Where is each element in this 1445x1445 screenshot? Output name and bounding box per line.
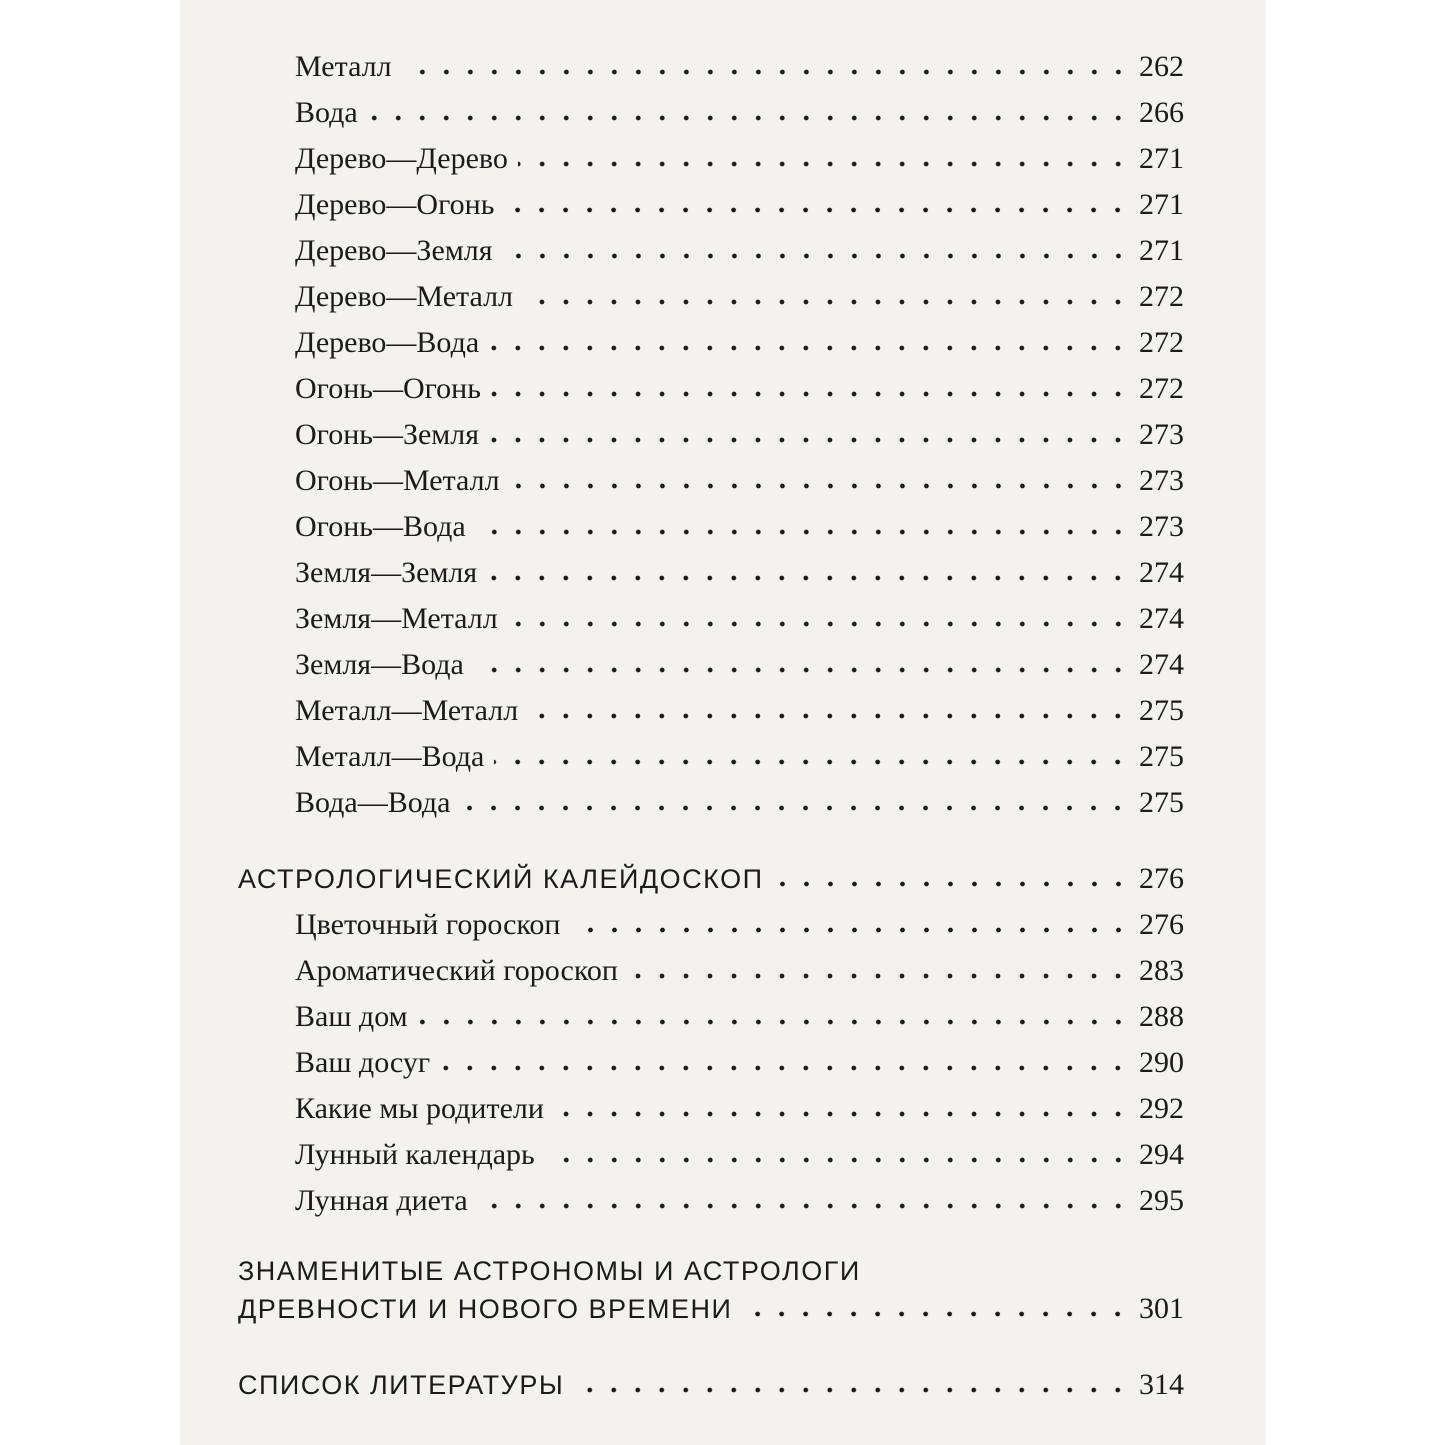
toc-section-label: ДРЕВНОСТИ И НОВОГО ВРЕМЕНИ bbox=[238, 1294, 733, 1324]
dot-leader bbox=[545, 1156, 1130, 1164]
toc-entry[interactable] bbox=[180, 550, 1265, 590]
toc-entry-page: 272 bbox=[1139, 372, 1184, 405]
dot-leader bbox=[523, 298, 1130, 306]
dot-leader bbox=[440, 1064, 1130, 1072]
toc-entry-label: Земля—Земля bbox=[295, 556, 478, 589]
toc-entry-page: 283 bbox=[1139, 954, 1184, 987]
dot-leader bbox=[489, 436, 1130, 444]
toc-entry-page: 266 bbox=[1139, 96, 1184, 129]
toc-entry[interactable] bbox=[180, 412, 1265, 452]
toc-entry[interactable] bbox=[180, 1132, 1265, 1172]
toc-entry[interactable] bbox=[180, 458, 1265, 498]
dot-leader bbox=[774, 880, 1131, 888]
toc-entry-page: 273 bbox=[1139, 510, 1184, 543]
toc-entry-page: 273 bbox=[1139, 464, 1184, 497]
toc-entry-label: Дерево—Огонь bbox=[295, 188, 495, 221]
toc-section-astronomers-line1[interactable]: ЗНАМЕНИТЫЕ АСТРОНОМЫ И АСТРОЛОГИ bbox=[238, 1256, 861, 1286]
dot-leader bbox=[491, 390, 1130, 398]
toc-entry[interactable] bbox=[180, 948, 1265, 988]
toc-entry[interactable] bbox=[180, 596, 1265, 636]
toc-entry-page: 275 bbox=[1139, 740, 1184, 773]
toc-entry-page: 275 bbox=[1139, 694, 1184, 727]
dot-leader bbox=[478, 1202, 1130, 1210]
dot-leader bbox=[368, 114, 1130, 122]
toc-entry[interactable] bbox=[180, 136, 1265, 176]
toc-entry-page: 288 bbox=[1139, 1000, 1184, 1033]
toc-entry[interactable] bbox=[180, 274, 1265, 314]
toc-entry[interactable] bbox=[180, 90, 1265, 130]
toc-entry[interactable] bbox=[180, 1040, 1265, 1080]
toc-entry-label: Ваш досуг bbox=[295, 1046, 431, 1079]
toc-entry[interactable] bbox=[180, 366, 1265, 406]
toc-entry[interactable] bbox=[180, 504, 1265, 544]
toc-entry-label: Вода bbox=[295, 96, 358, 129]
toc-entry-page: 271 bbox=[1139, 234, 1184, 267]
toc-entry-page: 290 bbox=[1139, 1046, 1184, 1079]
toc-entry-page: 273 bbox=[1139, 418, 1184, 451]
toc-entry-page: 294 bbox=[1139, 1138, 1184, 1171]
toc-entry[interactable] bbox=[180, 44, 1265, 84]
toc-entry[interactable] bbox=[180, 1086, 1265, 1126]
toc-entry-page: 275 bbox=[1139, 786, 1184, 819]
toc-entry-label: Лунный календарь bbox=[295, 1138, 535, 1171]
toc-section-label: СПИСОК ЛИТЕРАТУРЫ bbox=[238, 1370, 565, 1400]
toc-entry-page: 276 bbox=[1139, 908, 1184, 941]
toc-entry-label: Цветочный гороскоп bbox=[295, 908, 561, 941]
toc-entry-label: Огонь—Металл bbox=[295, 464, 500, 497]
dot-leader bbox=[487, 574, 1130, 582]
toc-section-literature[interactable] bbox=[180, 1362, 1265, 1402]
toc-entry[interactable] bbox=[180, 1178, 1265, 1218]
toc-entry-label: Вода—Вода bbox=[295, 786, 451, 819]
dot-leader bbox=[474, 666, 1130, 674]
toc-entry[interactable] bbox=[180, 228, 1265, 268]
dot-leader bbox=[742, 1310, 1130, 1318]
toc-entry-label: Дерево—Металл bbox=[295, 280, 514, 313]
toc-entry-page: 274 bbox=[1139, 648, 1184, 681]
toc-section-page: 276 bbox=[1139, 862, 1184, 895]
toc-entry-label: Металл bbox=[295, 50, 392, 83]
toc-entry-label: Лунная диета bbox=[295, 1184, 468, 1217]
dot-leader bbox=[571, 926, 1131, 934]
toc-section-astronomers[interactable] bbox=[180, 1286, 1265, 1326]
toc-entry-label: Ваш дом bbox=[295, 1000, 408, 1033]
toc-entry-label: Огонь—Вода bbox=[295, 510, 466, 543]
dot-leader bbox=[504, 206, 1130, 214]
toc-entry[interactable] bbox=[180, 642, 1265, 682]
dot-leader bbox=[489, 344, 1130, 352]
toc-entry-page: 272 bbox=[1139, 326, 1184, 359]
toc-entry[interactable] bbox=[180, 688, 1265, 728]
dot-leader bbox=[574, 1386, 1130, 1394]
toc-entry-page: 295 bbox=[1139, 1184, 1184, 1217]
toc-entry-page: 271 bbox=[1139, 188, 1184, 221]
toc-entry-page: 271 bbox=[1139, 142, 1184, 175]
toc-entry-label: Металл—Вода bbox=[295, 740, 485, 773]
dot-leader bbox=[510, 482, 1130, 490]
dot-leader bbox=[554, 1110, 1130, 1118]
toc-entry[interactable] bbox=[180, 182, 1265, 222]
dot-leader bbox=[628, 972, 1130, 980]
toc-section-label: АСТРОЛОГИЧЕСКИЙ КАЛЕЙДОСКОП bbox=[238, 864, 764, 894]
toc-entry[interactable] bbox=[180, 780, 1265, 820]
toc-entry-page: 292 bbox=[1139, 1092, 1184, 1125]
toc-entry-page: 274 bbox=[1139, 602, 1184, 635]
toc-entry[interactable] bbox=[180, 734, 1265, 774]
toc-section-kaleidoscope[interactable] bbox=[180, 856, 1265, 896]
toc-entry[interactable] bbox=[180, 902, 1265, 942]
dot-leader bbox=[460, 804, 1130, 812]
toc-entry-page: 262 bbox=[1139, 50, 1184, 83]
dot-leader bbox=[494, 758, 1130, 766]
toc-entry-label: Какие мы родители bbox=[295, 1092, 544, 1125]
toc-entry-label: Земля—Вода bbox=[295, 648, 464, 681]
toc-entry-label: Дерево—Вода bbox=[295, 326, 480, 359]
dot-leader bbox=[476, 528, 1130, 536]
book-page bbox=[180, 0, 1265, 1445]
toc-section-page: 301 bbox=[1139, 1292, 1184, 1325]
dot-leader bbox=[503, 252, 1130, 260]
toc-entry-page: 274 bbox=[1139, 556, 1184, 589]
toc-entry-label: Ароматический гороскоп bbox=[295, 954, 618, 987]
toc-entry[interactable] bbox=[180, 994, 1265, 1034]
toc-section-page: 314 bbox=[1139, 1368, 1184, 1401]
dot-leader bbox=[508, 620, 1130, 628]
toc-entry-label: Дерево—Дерево bbox=[295, 142, 508, 175]
toc-entry-label: Огонь—Земля bbox=[295, 418, 480, 451]
dot-leader bbox=[402, 68, 1130, 76]
dot-leader bbox=[528, 712, 1130, 720]
toc-entry-label: Металл—Металл bbox=[295, 694, 519, 727]
dot-leader bbox=[418, 1018, 1130, 1026]
toc-entry[interactable] bbox=[180, 320, 1265, 360]
toc-entry-page: 272 bbox=[1139, 280, 1184, 313]
toc-entry-label: Огонь—Огонь bbox=[295, 372, 481, 405]
toc-entry-label: Дерево—Земля bbox=[295, 234, 493, 267]
toc-entry-label: Земля—Металл bbox=[295, 602, 498, 635]
dot-leader bbox=[518, 160, 1130, 168]
